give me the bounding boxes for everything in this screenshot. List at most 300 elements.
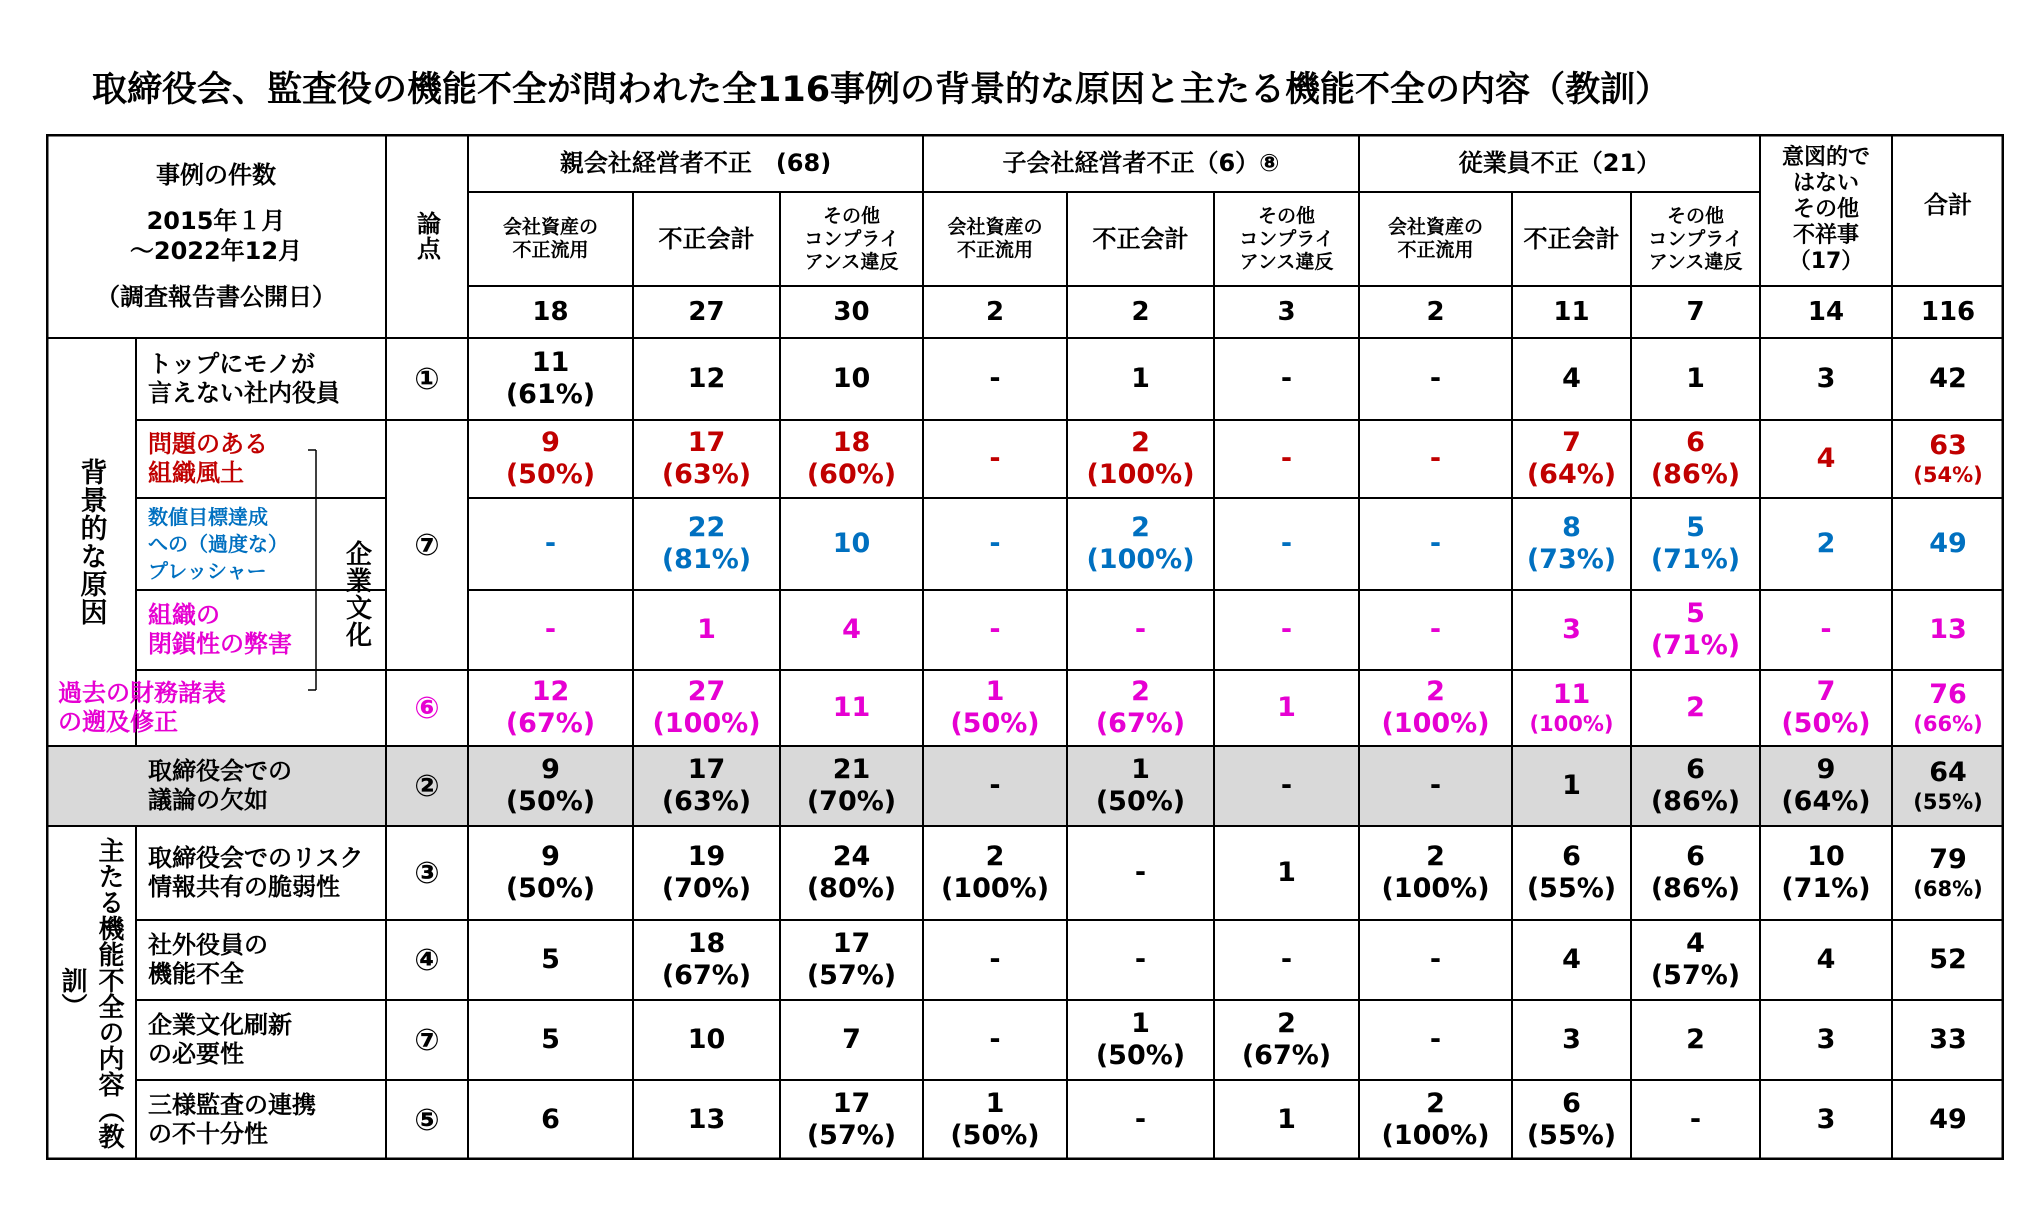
data-cell xyxy=(1067,920,1214,1000)
cell-value: - xyxy=(989,770,1001,801)
data-cell xyxy=(1760,338,1892,420)
section-main xyxy=(46,826,136,1160)
column-count xyxy=(1631,286,1760,338)
cell-percent: (100%) xyxy=(1086,459,1195,490)
row-label-l2: 情報共有の脆弱性 xyxy=(148,873,340,901)
ronten-mark: ⑦ xyxy=(414,1022,440,1058)
cell-value: 2 xyxy=(1131,427,1150,458)
data-cell xyxy=(633,420,780,498)
cell-value: 52 xyxy=(1929,944,1967,975)
cell-percent: (55%) xyxy=(1526,1120,1617,1151)
data-cell xyxy=(1512,1000,1631,1080)
cell-percent: (67%) xyxy=(661,960,752,991)
data-cell xyxy=(1067,338,1214,420)
cell-value: - xyxy=(989,1024,1001,1055)
column-header-l1: 不正会計 xyxy=(1092,225,1189,253)
data-cell xyxy=(1892,590,2004,670)
data-cell xyxy=(923,498,1067,590)
data-cell xyxy=(468,1080,633,1160)
data-cell xyxy=(1760,1080,1892,1160)
column-count-value: 18 xyxy=(532,297,569,327)
column-header-l2: はない xyxy=(1792,171,1859,196)
column-count-value: 3 xyxy=(1277,297,1296,327)
cell-value: 11 xyxy=(1552,679,1591,710)
data-cell xyxy=(1892,826,2004,920)
row-label-l2: への（過度な） xyxy=(148,531,288,556)
cell-value: 1 xyxy=(1131,363,1150,394)
cell-percent: (50%) xyxy=(1781,708,1871,739)
column-header xyxy=(923,192,1067,286)
data-cell xyxy=(1760,746,1892,826)
cell-value: 17 xyxy=(687,427,726,458)
data-cell xyxy=(468,590,633,670)
cell-value: 22 xyxy=(687,512,726,543)
cell-value: 2 xyxy=(1686,1024,1705,1055)
data-cell xyxy=(468,670,633,746)
cell-value: 1 xyxy=(985,676,1005,707)
cell-percent: (50%) xyxy=(1095,1040,1186,1071)
cell-value: 18 xyxy=(832,427,871,458)
data-cell xyxy=(1631,1000,1760,1080)
data-cell xyxy=(1631,338,1760,420)
cell-percent: (57%) xyxy=(806,1120,897,1151)
group-header xyxy=(468,134,923,192)
cell-value: 9 xyxy=(1816,754,1836,785)
column-count-value: 2 xyxy=(1426,297,1445,327)
cell-value: 6 xyxy=(1686,427,1705,458)
data-cell xyxy=(1631,826,1760,920)
cell-percent: (68%) xyxy=(1913,877,1983,901)
row-label-l1: 過去の財務諸表 xyxy=(58,679,226,707)
data-cell xyxy=(1760,826,1892,920)
data-cell xyxy=(1512,746,1631,826)
column-header-l1: その他 xyxy=(822,204,880,227)
data-cell xyxy=(1359,746,1512,826)
cell-value: - xyxy=(1280,770,1293,801)
column-header xyxy=(1892,134,2004,286)
cell-percent: (100%) xyxy=(1381,873,1490,904)
data-cell xyxy=(1067,1080,1214,1160)
cell-value: 6 xyxy=(1562,1088,1581,1119)
column-header xyxy=(1512,192,1631,286)
data-cell xyxy=(1214,920,1359,1000)
row-ronten xyxy=(386,826,468,920)
cell-value: 1 xyxy=(1131,754,1150,785)
cell-value: 24 xyxy=(832,841,871,872)
cell-value: - xyxy=(1280,528,1293,559)
cell-value: - xyxy=(1280,363,1293,394)
cell-value: 2 xyxy=(1816,528,1836,559)
cell-value: 9 xyxy=(541,754,560,785)
corner-cell xyxy=(46,134,386,338)
data-cell xyxy=(780,1080,923,1160)
cell-value: 33 xyxy=(1929,1024,1967,1055)
data-cell xyxy=(923,670,1067,746)
data-cell xyxy=(1359,826,1512,920)
column-header-l2: 不正流用 xyxy=(956,239,1033,261)
cell-value: 11 xyxy=(832,692,871,723)
column-header-l2: コンプライ xyxy=(1648,227,1743,250)
cell-percent: (61%) xyxy=(505,379,596,410)
column-header xyxy=(468,192,633,286)
cell-percent: (81%) xyxy=(661,544,752,575)
column-header-l2: 不正流用 xyxy=(1397,239,1474,261)
row-label xyxy=(136,338,386,420)
cell-value: 13 xyxy=(1929,614,1967,645)
cell-percent: (55%) xyxy=(1913,790,1983,814)
cell-value: 2 xyxy=(1277,1008,1296,1039)
data-cell xyxy=(1892,920,2004,1000)
cell-value: 6 xyxy=(1686,754,1705,785)
data-cell xyxy=(923,420,1067,498)
column-count-value: 11 xyxy=(1553,297,1590,327)
row-ronten xyxy=(386,920,468,1000)
data-cell xyxy=(633,1080,780,1160)
ronten-mark: ⑦ xyxy=(414,527,440,563)
data-cell xyxy=(1631,498,1760,590)
cell-value: - xyxy=(1429,614,1442,645)
data-cell xyxy=(633,746,780,826)
section-background-label: 背景的な原因 xyxy=(75,458,107,626)
column-count-value: 116 xyxy=(1920,297,1976,327)
cell-value: - xyxy=(1429,443,1442,474)
cell-value: 1 xyxy=(1277,857,1296,888)
cell-percent: (60%) xyxy=(806,459,897,490)
cell-value: - xyxy=(989,614,1001,645)
data-cell xyxy=(923,826,1067,920)
cell-percent: (64%) xyxy=(1526,459,1617,490)
cell-value: 3 xyxy=(1816,1104,1836,1135)
column-count xyxy=(633,286,780,338)
cell-value: 7 xyxy=(1562,427,1581,458)
cell-percent: (50%) xyxy=(950,708,1040,739)
cell-value: - xyxy=(1280,614,1293,645)
row-label-l2: 言えない社内役員 xyxy=(148,379,340,407)
row-label-l2: の必要性 xyxy=(148,1040,244,1068)
cell-value: - xyxy=(1429,770,1442,801)
cell-value: 1 xyxy=(1131,1008,1150,1039)
row-label-l1: トップにモノが xyxy=(148,350,316,378)
cell-value: 5 xyxy=(1686,512,1705,543)
cell-value: 3 xyxy=(1562,1024,1581,1055)
cell-value: - xyxy=(1134,614,1147,645)
cell-value: 76 xyxy=(1929,679,1967,710)
data-cell xyxy=(1214,746,1359,826)
column-header-l1: その他 xyxy=(1666,204,1724,227)
cell-percent: (50%) xyxy=(950,1120,1040,1151)
row-label-l1: 数値目標達成 xyxy=(148,504,268,529)
cell-value: 9 xyxy=(541,841,560,872)
data-cell xyxy=(1760,498,1892,590)
cell-value: 5 xyxy=(1686,598,1705,629)
ronten-mark: ⑤ xyxy=(414,1102,440,1138)
data-cell xyxy=(923,590,1067,670)
cell-value: 79 xyxy=(1929,844,1967,875)
cell-value: - xyxy=(989,528,1001,559)
cell-value: 13 xyxy=(687,1104,726,1135)
data-cell xyxy=(1631,1080,1760,1160)
data-cell xyxy=(1214,498,1359,590)
cell-value: - xyxy=(989,363,1001,394)
cell-value: 3 xyxy=(1816,1024,1836,1055)
data-cell xyxy=(1512,826,1631,920)
data-cell xyxy=(923,338,1067,420)
cell-value: 2 xyxy=(1426,676,1445,707)
corner-note: （調査報告書公開日） xyxy=(96,283,336,311)
cell-value: - xyxy=(1429,528,1442,559)
cell-value: 6 xyxy=(1562,841,1581,872)
data-cell xyxy=(1067,746,1214,826)
cell-percent: (100%) xyxy=(940,873,1050,904)
column-count-value: 7 xyxy=(1686,297,1705,327)
group-header xyxy=(923,134,1359,192)
cell-value: 2 xyxy=(1686,692,1705,723)
data-cell xyxy=(1512,420,1631,498)
cell-value: 21 xyxy=(832,754,871,785)
row-label-l1: 取締役会での xyxy=(148,757,292,785)
column-header-l1: 会社資産の xyxy=(947,216,1043,238)
column-count xyxy=(923,286,1067,338)
cell-percent: (64%) xyxy=(1781,786,1871,817)
cell-value: 1 xyxy=(985,1088,1005,1119)
cell-value: 2 xyxy=(1131,512,1150,543)
cell-percent: (50%) xyxy=(505,459,596,490)
data-cell xyxy=(780,826,923,920)
column-header xyxy=(1214,192,1359,286)
data-cell xyxy=(633,338,780,420)
cell-value: 12 xyxy=(687,363,726,394)
data-cell xyxy=(633,920,780,1000)
cell-value: 2 xyxy=(1426,1088,1445,1119)
corner-period-start: 2015年１月 xyxy=(146,207,286,235)
data-cell xyxy=(1760,670,1892,746)
data-cell xyxy=(1067,420,1214,498)
corner-title: 事例の件数 xyxy=(156,161,276,189)
cell-value: 9 xyxy=(541,427,560,458)
cell-percent: (55%) xyxy=(1526,873,1617,904)
row-label-l3: プレッシャー xyxy=(148,558,267,583)
cell-value: 2 xyxy=(1426,841,1445,872)
data-cell xyxy=(1067,826,1214,920)
data-cell xyxy=(923,1080,1067,1160)
cell-value: 1 xyxy=(1686,363,1705,394)
data-cell xyxy=(468,498,633,590)
data-cell xyxy=(1892,420,2004,498)
column-header-l1: その他 xyxy=(1257,204,1315,227)
data-cell xyxy=(1892,498,2004,590)
column-header-l1: 不正会計 xyxy=(658,225,755,253)
data-cell xyxy=(780,920,923,1000)
data-cell xyxy=(780,498,923,590)
data-cell xyxy=(1631,420,1760,498)
data-cell xyxy=(1359,1080,1512,1160)
cell-percent: (67%) xyxy=(1095,708,1186,739)
column-count xyxy=(1067,286,1214,338)
cell-value: 7 xyxy=(842,1024,861,1055)
row-ronten xyxy=(386,338,468,420)
cell-value: - xyxy=(1429,944,1442,975)
cell-percent: (71%) xyxy=(1650,544,1741,575)
cell-value: 8 xyxy=(1562,512,1581,543)
column-header-l3: アンス違反 xyxy=(1239,250,1334,273)
page-title: 取締役会、監査役の機能不全が問われた全116事例の背景的な原因と主たる機能不全の内容（教訓） xyxy=(92,70,1671,110)
column-count xyxy=(1359,286,1512,338)
data-cell xyxy=(1892,1000,2004,1080)
column-count xyxy=(468,286,633,338)
row-label-l2: の不十分性 xyxy=(148,1120,268,1148)
cell-value: 17 xyxy=(687,754,726,785)
row-ronten xyxy=(386,1080,468,1160)
cell-value: - xyxy=(1134,857,1147,888)
column-header-l2: コンプライ xyxy=(804,227,899,250)
data-cell xyxy=(1359,498,1512,590)
cell-value: 4 xyxy=(1686,928,1705,959)
cell-percent: (73%) xyxy=(1526,544,1617,575)
data-cell xyxy=(1067,590,1214,670)
column-header xyxy=(780,192,923,286)
cell-percent: (100%) xyxy=(1381,708,1490,739)
corner-period xyxy=(130,206,302,266)
data-cell xyxy=(1214,1000,1359,1080)
cell-value: - xyxy=(1280,443,1293,474)
cell-value: 1 xyxy=(1277,692,1296,723)
cell-percent: (71%) xyxy=(1781,873,1871,904)
data-cell xyxy=(1892,1080,2004,1160)
cell-value: 2 xyxy=(1131,676,1150,707)
cell-value: 12 xyxy=(531,676,570,707)
data-cell xyxy=(633,498,780,590)
group-header-label: 従業員不正（21） xyxy=(1458,149,1661,177)
data-cell xyxy=(780,746,923,826)
data-cell xyxy=(1359,920,1512,1000)
data-cell xyxy=(1760,420,1892,498)
data-cell xyxy=(1214,826,1359,920)
cell-value: 27 xyxy=(687,676,726,707)
column-count-value: 27 xyxy=(688,297,725,327)
cell-percent: (50%) xyxy=(505,873,596,904)
culture-bracket-text: 企業文化 xyxy=(341,540,372,648)
cell-value: 4 xyxy=(1816,443,1836,474)
cell-percent: (71%) xyxy=(1650,630,1741,661)
column-header xyxy=(1631,192,1760,286)
cell-value: - xyxy=(1429,363,1442,394)
column-count-value: 30 xyxy=(833,297,870,327)
data-cell xyxy=(1214,670,1359,746)
cell-value: - xyxy=(989,443,1001,474)
cell-value: - xyxy=(1134,1104,1147,1135)
cell-value: 3 xyxy=(1816,363,1836,394)
data-cell xyxy=(1359,420,1512,498)
data-cell xyxy=(1067,498,1214,590)
data-cell xyxy=(1214,338,1359,420)
cell-percent: (63%) xyxy=(661,786,752,817)
row-label xyxy=(46,670,386,746)
cell-value: 17 xyxy=(832,1088,871,1119)
cell-percent: (100%) xyxy=(652,708,761,739)
data-cell xyxy=(1067,670,1214,746)
row-label-l1: 社外役員の xyxy=(148,931,268,959)
data-cell xyxy=(780,420,923,498)
cell-value: 1 xyxy=(1562,770,1581,801)
column-count xyxy=(1214,286,1359,338)
column-header-l1: 不正会計 xyxy=(1523,225,1620,253)
row-label-l2: 議論の欠如 xyxy=(148,786,268,814)
row-label-l1: 組織の xyxy=(148,601,220,629)
data-cell xyxy=(1512,670,1631,746)
data-cell xyxy=(923,746,1067,826)
cell-value: - xyxy=(1429,1024,1442,1055)
cell-value: 4 xyxy=(1816,944,1836,975)
row-label-l1: 三様監査の連携 xyxy=(148,1091,316,1119)
data-cell xyxy=(1892,338,2004,420)
column-count-value: 2 xyxy=(1131,297,1150,327)
ronten-header xyxy=(386,134,468,338)
data-cell xyxy=(1760,590,1892,670)
column-header-l1: 意図的で xyxy=(1781,145,1870,170)
row-label xyxy=(136,1000,386,1080)
row-label-l1: 問題のある xyxy=(148,430,268,458)
data-cell xyxy=(780,1000,923,1080)
cell-value: 63 xyxy=(1929,430,1967,461)
row-label-l1: 取締役会でのリスク xyxy=(148,844,364,872)
cell-value: 10 xyxy=(1807,841,1845,872)
column-header xyxy=(1359,192,1512,286)
ronten-mark: ④ xyxy=(414,942,440,978)
cell-percent: (67%) xyxy=(1241,1040,1332,1071)
cell-value: 64 xyxy=(1929,757,1967,788)
cell-percent: (57%) xyxy=(1650,960,1741,991)
column-header-l3: その他 xyxy=(1792,197,1859,222)
cell-value: 49 xyxy=(1929,528,1967,559)
cell-percent: (100%) xyxy=(1086,544,1195,575)
cell-value: 6 xyxy=(541,1104,560,1135)
cell-value: - xyxy=(989,944,1001,975)
data-cell xyxy=(1214,1080,1359,1160)
cell-percent: (50%) xyxy=(1095,786,1186,817)
cell-value: 49 xyxy=(1929,1104,1967,1135)
row-ronten xyxy=(386,1000,468,1080)
ronten-mark: ⑥ xyxy=(414,690,440,726)
column-header-l1: 会社資産の xyxy=(1387,216,1483,238)
row-label-l2: 機能不全 xyxy=(148,960,244,988)
cell-value: 10 xyxy=(687,1024,726,1055)
cell-percent: (86%) xyxy=(1650,786,1741,817)
cell-value: 42 xyxy=(1929,363,1967,394)
row-label-l2: 組織風土 xyxy=(148,459,244,487)
data-cell xyxy=(780,590,923,670)
row-label xyxy=(136,420,386,498)
ronten-mark: ③ xyxy=(414,855,440,891)
cell-percent: (66%) xyxy=(1913,712,1983,736)
cell-percent: (67%) xyxy=(505,708,596,739)
data-cell xyxy=(633,670,780,746)
cell-value: - xyxy=(1280,944,1293,975)
cell-value: 19 xyxy=(687,841,726,872)
ronten-mark: ② xyxy=(414,768,440,804)
column-header-l3: アンス違反 xyxy=(804,250,899,273)
cell-percent: (86%) xyxy=(1650,459,1741,490)
cell-value: 3 xyxy=(1562,614,1581,645)
data-cell xyxy=(1359,1000,1512,1080)
data-cell xyxy=(633,826,780,920)
column-count xyxy=(1760,286,1892,338)
cell-value: 1 xyxy=(697,614,716,645)
data-cell xyxy=(1512,498,1631,590)
data-cell xyxy=(1214,590,1359,670)
row-label-l1: 企業文化刷新 xyxy=(148,1011,292,1039)
column-header-l5: （17） xyxy=(1788,249,1864,274)
data-cell xyxy=(780,670,923,746)
